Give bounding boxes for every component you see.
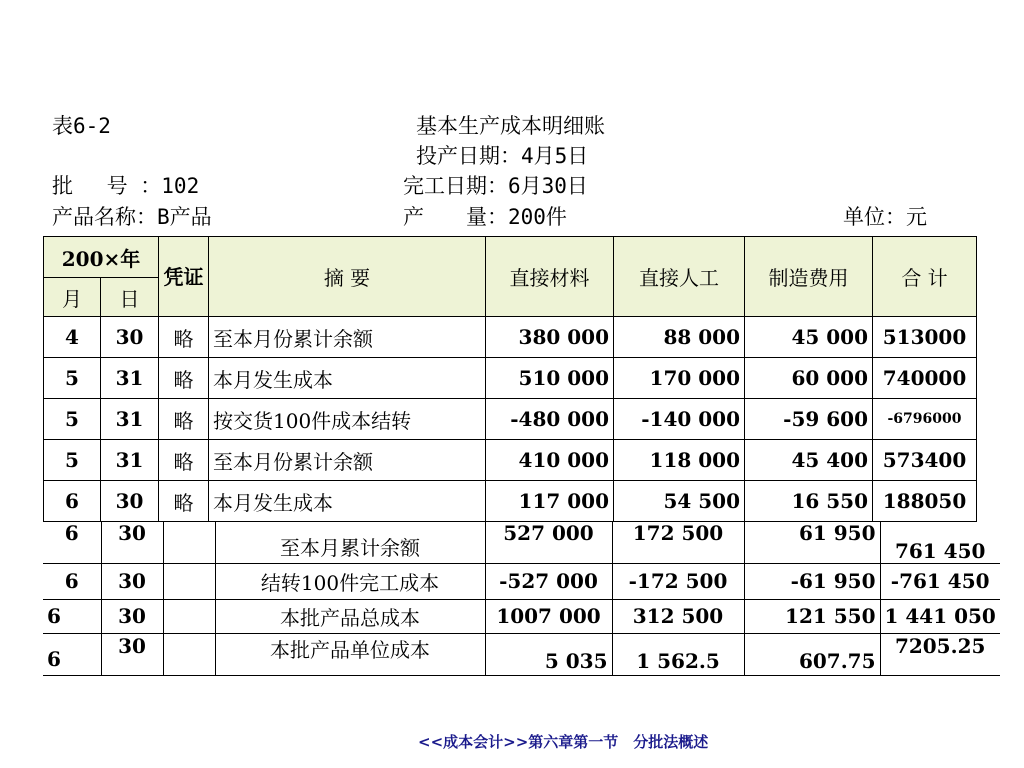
table-row xyxy=(44,317,977,358)
overhead-cell: 45 400 xyxy=(745,440,873,481)
material-header: 直接材料 xyxy=(486,237,614,317)
table-row xyxy=(44,399,977,440)
voucher-header: 凭证 xyxy=(159,237,209,317)
summary-cell: 本批产品总成本 xyxy=(215,599,485,633)
labor-cell: 1 562.5 xyxy=(612,633,744,675)
table-row xyxy=(44,481,977,522)
cost-ledger-table xyxy=(43,236,977,522)
labor-cell: -140 000 xyxy=(614,399,745,440)
labor-cell: 172 500 xyxy=(612,521,744,563)
summary-cell: 至本月份累计余额 xyxy=(209,317,486,358)
table-row xyxy=(43,563,1000,599)
labor-cell: 88 000 xyxy=(614,317,745,358)
summary-cell: 至本月份累计余额 xyxy=(209,440,486,481)
total-cell: -6796000 xyxy=(873,399,977,440)
material-cell: -527 000 xyxy=(485,563,612,599)
overhead-cell: 607.75 xyxy=(744,633,880,675)
voucher-cell xyxy=(163,599,215,633)
day-cell: 30 xyxy=(101,563,163,599)
voucher-cell: 略 xyxy=(159,481,209,522)
material-cell: 527 000 xyxy=(485,521,612,563)
labor-cell: 118 000 xyxy=(614,440,745,481)
material-cell: -480 000 xyxy=(486,399,614,440)
summary-cell: 本月发生成本 xyxy=(209,358,486,399)
finish-date: 完工日期：6月30日 xyxy=(403,174,588,198)
summary-cell: 结转100件完工成本 xyxy=(215,563,485,599)
currency-unit: 单位：元 xyxy=(843,205,927,229)
header-row xyxy=(44,237,977,278)
month-cell: 4 xyxy=(44,317,101,358)
month-header: 月 xyxy=(44,278,101,317)
voucher-cell: 略 xyxy=(159,440,209,481)
total-cell: 7205.25 xyxy=(880,633,1000,675)
total-cell: 188050 xyxy=(873,481,977,522)
table-row xyxy=(43,521,1000,563)
labor-cell: -172 500 xyxy=(612,563,744,599)
start-date: 投产日期：4月5日 xyxy=(416,144,589,168)
overhead-cell: -59 600 xyxy=(745,399,873,440)
month-cell: 6 xyxy=(43,599,101,633)
labor-cell: 312 500 xyxy=(612,599,744,633)
voucher-cell: 略 xyxy=(159,358,209,399)
month-cell: 5 xyxy=(44,358,101,399)
footer-caption: <<成本会计>>第六章第一节 分批法概述 xyxy=(418,733,709,751)
overhead-cell: -61 950 xyxy=(744,563,880,599)
voucher-cell: 略 xyxy=(159,399,209,440)
summary-header: 摘 要 xyxy=(209,237,486,317)
material-cell: 1007 000 xyxy=(485,599,612,633)
total-cell: -761 450 xyxy=(880,563,1000,599)
total-header: 合 计 xyxy=(873,237,977,317)
day-header: 日 xyxy=(101,278,159,317)
voucher-cell xyxy=(163,563,215,599)
total-cell: 1 441 050 xyxy=(880,599,1000,633)
day-cell: 31 xyxy=(101,399,159,440)
product-name: 产品名称：B产品 xyxy=(52,205,212,229)
material-cell: 410 000 xyxy=(486,440,614,481)
material-cell: 5 035 xyxy=(485,633,612,675)
overhead-header: 制造费用 xyxy=(745,237,873,317)
summary-cell: 按交货100件成本结转 xyxy=(209,399,486,440)
table-row xyxy=(44,440,977,481)
table-number: 表6-2 xyxy=(52,114,111,138)
table-row xyxy=(44,358,977,399)
year-header: 200×年 xyxy=(44,237,159,278)
overhead-cell: 45 000 xyxy=(745,317,873,358)
day-cell: 31 xyxy=(101,440,159,481)
month-cell: 6 xyxy=(43,521,101,563)
table-row xyxy=(43,599,1000,633)
summary-cell: 本月发生成本 xyxy=(209,481,486,522)
month-cell: 6 xyxy=(44,481,101,522)
material-cell: 510 000 xyxy=(486,358,614,399)
day-cell: 30 xyxy=(101,481,159,522)
material-cell: 380 000 xyxy=(486,317,614,358)
batch-number: 批 号 ：102 xyxy=(52,174,200,198)
voucher-cell: 略 xyxy=(159,317,209,358)
summary-cell: 至本月累计余额 xyxy=(215,521,485,563)
overhead-cell: 60 000 xyxy=(745,358,873,399)
month-cell: 5 xyxy=(44,399,101,440)
month-cell: 6 xyxy=(43,563,101,599)
month-cell: 5 xyxy=(44,440,101,481)
production-quantity: 产 量：200件 xyxy=(403,205,567,229)
cost-ledger-extra-rows xyxy=(43,521,1000,676)
day-cell: 30 xyxy=(101,633,163,675)
total-cell: 761 450 xyxy=(880,521,1000,563)
table-row xyxy=(43,633,1000,675)
voucher-cell xyxy=(163,521,215,563)
overhead-cell: 61 950 xyxy=(744,521,880,563)
total-cell: 740000 xyxy=(873,358,977,399)
labor-header: 直接人工 xyxy=(614,237,745,317)
day-cell: 30 xyxy=(101,521,163,563)
total-cell: 573400 xyxy=(873,440,977,481)
day-cell: 31 xyxy=(101,358,159,399)
overhead-cell: 121 550 xyxy=(744,599,880,633)
total-cell: 513000 xyxy=(873,317,977,358)
voucher-cell xyxy=(163,633,215,675)
day-cell: 30 xyxy=(101,599,163,633)
day-cell: 30 xyxy=(101,317,159,358)
overhead-cell: 16 550 xyxy=(745,481,873,522)
summary-cell: 本批产品单位成本 xyxy=(215,633,485,675)
labor-cell: 54 500 xyxy=(614,481,745,522)
ledger-title: 基本生产成本明细账 xyxy=(416,114,605,138)
labor-cell: 170 000 xyxy=(614,358,745,399)
material-cell: 117 000 xyxy=(486,481,614,522)
month-cell: 6 xyxy=(43,633,101,675)
